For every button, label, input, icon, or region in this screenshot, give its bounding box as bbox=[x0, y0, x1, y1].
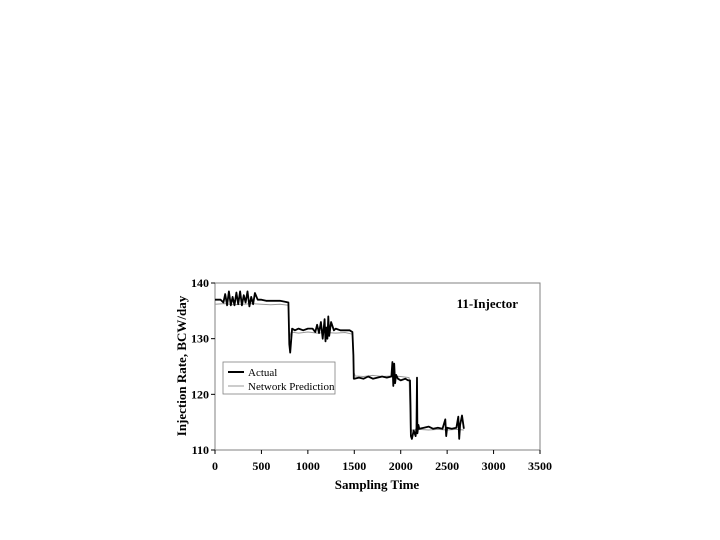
x-tick-label: 1500 bbox=[342, 459, 367, 473]
y-axis-ticks bbox=[191, 276, 215, 457]
x-tick-label: 3000 bbox=[481, 459, 506, 473]
y-tick-label: 120 bbox=[191, 387, 209, 402]
x-tick-label: 2000 bbox=[388, 459, 413, 473]
x-tick-label: 3500 bbox=[528, 459, 552, 473]
y-tick-label: 110 bbox=[191, 443, 209, 457]
legend bbox=[223, 362, 335, 394]
y-tick-label: 140 bbox=[191, 276, 209, 290]
x-axis-ticks bbox=[212, 450, 552, 473]
x-tick-label: 2500 bbox=[435, 459, 460, 473]
x-tick-label: 1000 bbox=[295, 459, 320, 473]
legend-label-actual: Actual bbox=[248, 367, 278, 379]
y-tick-label: 130 bbox=[191, 331, 209, 346]
y-axis-title: Injection Rate, BCW/day bbox=[174, 295, 189, 437]
legend-label-network-prediction: Network Prediction bbox=[248, 381, 335, 393]
x-tick-label: 0 bbox=[212, 459, 218, 473]
chart-title: 11-Injector bbox=[456, 296, 518, 311]
x-tick-label: 500 bbox=[252, 459, 271, 473]
x-axis-title: Sampling Time bbox=[334, 477, 420, 492]
